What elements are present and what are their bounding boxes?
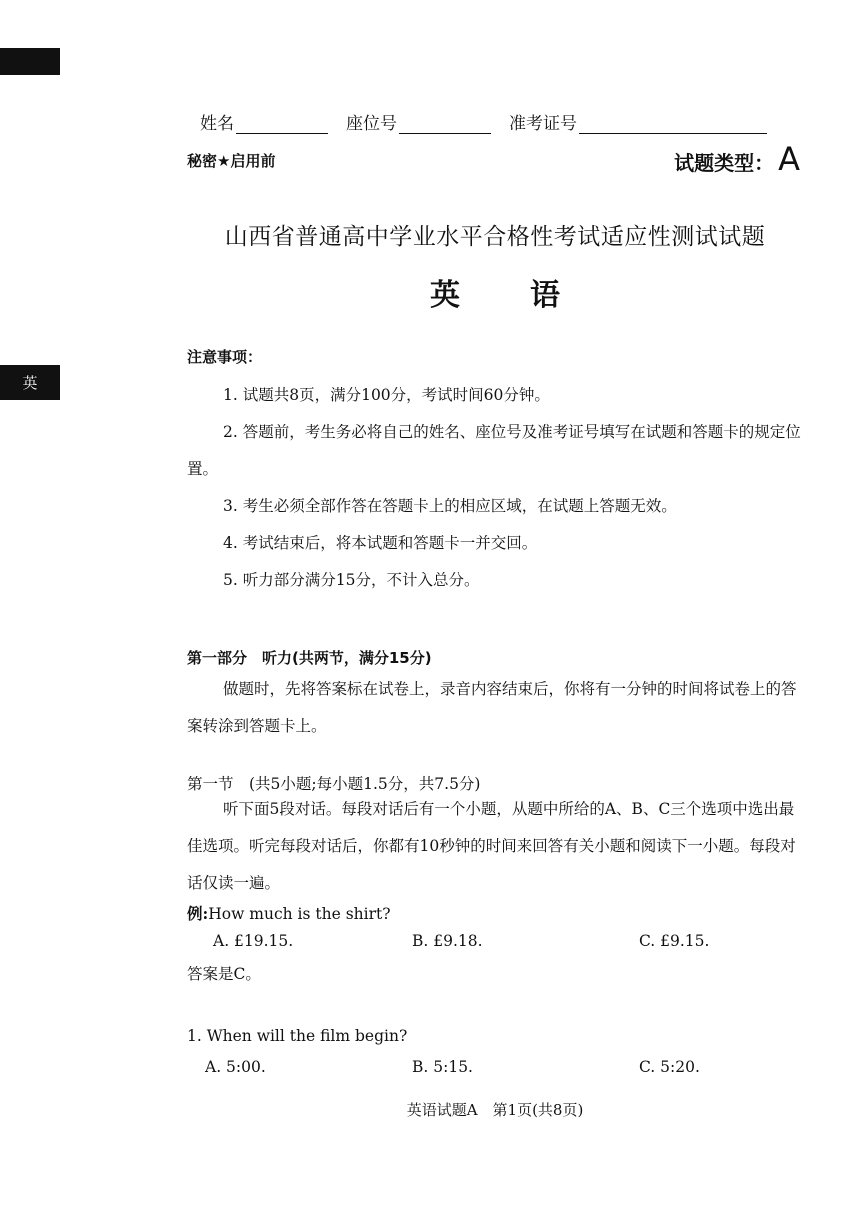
binding-mark-top — [0, 48, 60, 75]
example-option-a: A. £19.15. — [213, 932, 294, 950]
confidential-label: 秘密★启用前 — [187, 152, 276, 170]
exam-id-field[interactable] — [509, 109, 767, 134]
paper-type-label: 试题类型： — [674, 151, 775, 175]
exam-title: 山西省普通高中学业水平合格性考试适应性测试试题 — [224, 224, 766, 250]
example-question — [187, 902, 391, 924]
name-blank[interactable] — [236, 113, 328, 134]
notice-item-1: 1. 试题共8页，满分100分，考试时间60分钟。 — [223, 386, 550, 404]
subject-char-2: 语 — [530, 278, 560, 313]
notice-item-4: 4. 考试结束后，将本试题和答题卡一并交回。 — [223, 534, 538, 552]
binding-mark-subject: 英 — [0, 365, 60, 400]
example-answer: 答案是C。 — [187, 965, 261, 983]
name-label: 姓名 — [200, 114, 234, 134]
page-footer: 英语试题A 第1页(共8页) — [406, 1101, 584, 1119]
candidate-info-row — [200, 104, 800, 134]
exam-id-label: 准考证号 — [509, 114, 577, 134]
part1-intro: 做题时，先将答案标在试卷上，录音内容结束后，你将有一分钟的时间将试卷上的答案转涂到答题卡上。 — [187, 680, 797, 735]
seat-label: 座位号 — [346, 114, 397, 134]
name-field[interactable] — [200, 109, 328, 134]
q1-option-a: A. 5:00. — [205, 1058, 266, 1076]
notice-item-3: 3. 考生必须全部作答在答题卡上的相应区域，在试题上答题无效。 — [223, 497, 677, 515]
example-option-c: C. £9.15. — [639, 932, 710, 950]
seat-field[interactable] — [346, 109, 491, 134]
example-label: 例: — [187, 904, 209, 923]
example-option-b: B. £9.18. — [412, 932, 483, 950]
notice-item-5: 5. 听力部分满分15分，不计入总分。 — [223, 571, 480, 589]
question-1: 1. When will the film begin? — [187, 1027, 408, 1045]
section1-heading: 第一节 (共5小题;每小题1.5分，共7.5分) — [187, 775, 481, 793]
notice-item-2: 2. 答题前，考生务必将自己的姓名、座位号及准考证号填写在试题和答题卡的规定位置。 — [187, 423, 801, 478]
subject-char-1: 英 — [430, 278, 460, 313]
subject-title — [0, 270, 860, 314]
q1-option-b: B. 5:15. — [412, 1058, 473, 1076]
notice-heading: 注意事项： — [187, 348, 263, 366]
example-question-text: How much is the shirt? — [208, 905, 391, 923]
exam-id-blank[interactable] — [579, 113, 767, 134]
q1-option-c: C. 5:20. — [639, 1058, 700, 1076]
section1-intro: 听下面5段对话。每段对话后有一个小题，从题中所给的A、B、C三个选项中选出最佳选项。听完每段对话后，你都有10秒钟的时间来回答有关小题和阅读下一小题。每段对话仅读一遍。 — [187, 800, 796, 892]
seat-blank[interactable] — [399, 113, 491, 134]
paper-type — [674, 140, 800, 178]
paper-type-value: A — [778, 140, 800, 178]
part1-heading: 第一部分 听力(共两节，满分15分) — [187, 649, 432, 667]
